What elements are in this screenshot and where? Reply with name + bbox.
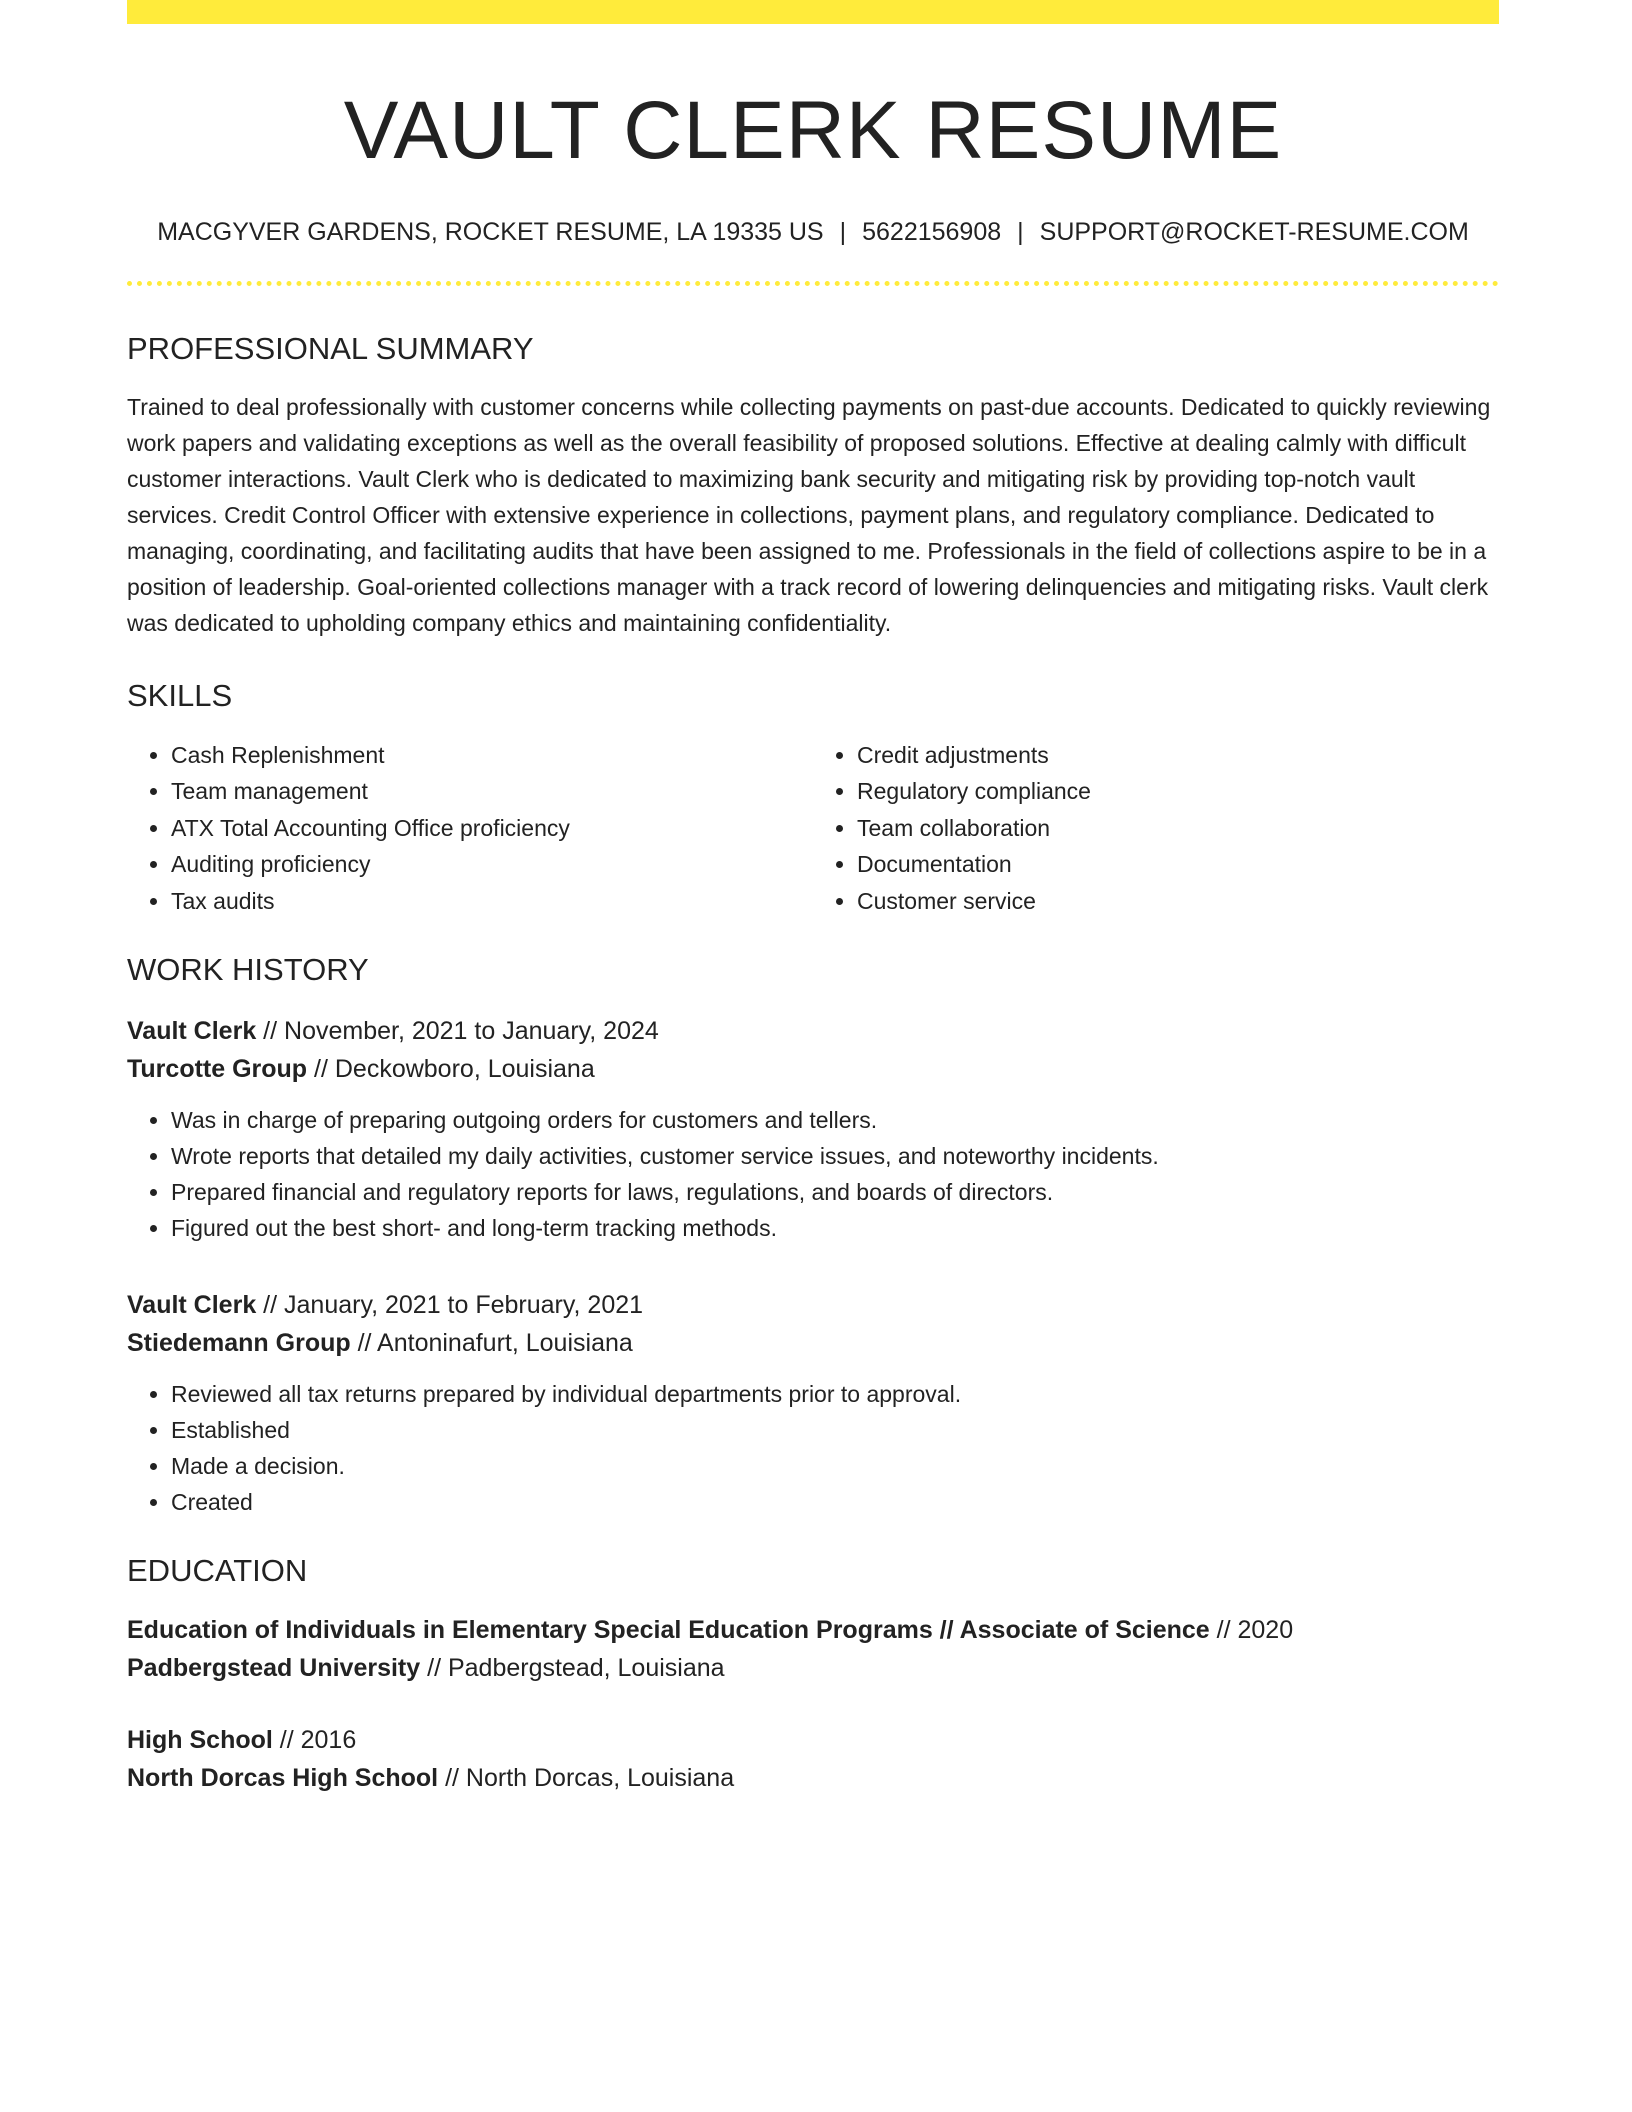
job-title: Vault Clerk: [127, 1017, 257, 1046]
skill-item: • Customer service: [857, 883, 1499, 920]
section-heading-work: WORK HISTORY: [127, 952, 369, 988]
job-company: Turcotte Group: [127, 1055, 308, 1084]
contact-separator: |: [839, 218, 847, 247]
section-heading-education: EDUCATION: [127, 1553, 308, 1589]
education-school: North Dorcas High School: [127, 1764, 439, 1793]
skill-item: • ATX Total Accounting Office proficiency: [171, 810, 813, 847]
job-dates: // November, 2021 to January, 2024: [256, 1017, 659, 1046]
job-bullets: [127, 1102, 1499, 1246]
job-title-line: [127, 1286, 1499, 1324]
resume-title: VAULT CLERK RESUME: [343, 85, 1283, 176]
skills-list-right: [813, 737, 1499, 920]
skills-columns: [127, 737, 1499, 920]
job-bullet: • Figured out the best short- and long-term tracking methods.: [171, 1210, 1499, 1246]
job-entry: [127, 1286, 1499, 1520]
skills-list-left: [127, 737, 813, 920]
skills-section: [127, 677, 1499, 919]
job-bullets: [127, 1376, 1499, 1520]
education-location: // Padbergstead, Louisiana: [420, 1654, 725, 1683]
summary-text: Trained to deal professionally with customer concerns while collecting payments on past-due accounts. Dedicated to quickly reviewing work papers and validating exceptions as well as the overall feasibility of proposed solutions. Effective at dealing calmly with difficult customer interactions. Vault Clerk who is dedicated to maximizing bank security and mitigating risk by providing top-notch vault services. Credit Control Officer with extensive experience in collections, payment plans, and regulatory compliance. Dedicated to managing, coordinating, and facilitating audits that have been assigned to me. Professionals in the field of collections aspire to be in a position of leadership. Goal-oriented collections manager with a track record of lowering delinquencies and mitigating risks. Vault clerk was dedicated to upholding company ethics and maintaining confidentiality.: [127, 394, 1491, 637]
skill-item: • Documentation: [857, 846, 1499, 883]
job-location: // Antoninafurt, Louisiana: [350, 1329, 633, 1358]
education-entry: [127, 1721, 1499, 1797]
education-year: // 2016: [272, 1726, 357, 1755]
contact-phone[interactable]: 5622156908: [862, 218, 1002, 247]
education-location: // North Dorcas, Louisiana: [438, 1764, 735, 1793]
job-company-line: [127, 1050, 1499, 1088]
education-school: Padbergstead University: [127, 1654, 421, 1683]
job-bullet: • Wrote reports that detailed my daily activities, customer service issues, and noteworthy incidents.: [171, 1138, 1499, 1174]
education-degree-line: [127, 1721, 1499, 1759]
contact-separator: |: [1017, 218, 1024, 247]
job-bullet: • Prepared financial and regulatory reports for laws, regulations, and boards of directors.: [171, 1174, 1499, 1210]
skill-item: • Auditing proficiency: [171, 846, 813, 883]
education-section: [127, 1552, 1499, 1797]
job-bullet: • Reviewed all tax returns prepared by individual departments prior to approval.: [171, 1376, 1499, 1412]
contact-address: MACGYVER GARDENS, ROCKET RESUME, LA 19335 US: [157, 218, 824, 247]
section-heading-summary: PROFESSIONAL SUMMARY: [127, 331, 534, 367]
job-title: Vault Clerk: [127, 1291, 257, 1320]
education-year: // 2020: [1209, 1616, 1294, 1645]
job-bullet: • Established: [171, 1412, 1499, 1448]
summary-section: [127, 330, 1499, 641]
dotted-divider: [127, 281, 1499, 286]
job-bullet: • Was in charge of preparing outgoing orders for customers and tellers.: [171, 1102, 1499, 1138]
skill-item: • Regulatory compliance: [857, 773, 1499, 810]
work-history-section: [127, 951, 1499, 1520]
job-bullet: • Created: [171, 1484, 1499, 1520]
job-entry: [127, 1012, 1499, 1246]
education-degree-line: [127, 1611, 1499, 1649]
skill-item: • Credit adjustments: [857, 737, 1499, 774]
education-school-line: [127, 1759, 1499, 1797]
job-location: // Deckowboro, Louisiana: [307, 1055, 595, 1084]
job-company: Stiedemann Group: [127, 1329, 351, 1358]
education-degree: Education of Individuals in Elementary Special Education Programs // Associate of Science: [127, 1616, 1210, 1645]
contact-line: [127, 218, 1499, 247]
job-bullet: • Made a decision.: [171, 1448, 1499, 1484]
job-company-line: [127, 1324, 1499, 1362]
accent-top-bar: [127, 0, 1499, 24]
education-entry: [127, 1611, 1499, 1687]
skill-item: • Team collaboration: [857, 810, 1499, 847]
skill-item: • Tax audits: [171, 883, 813, 920]
education-school-line: [127, 1649, 1499, 1687]
section-heading-skills: SKILLS: [127, 678, 233, 714]
education-degree: High School: [127, 1726, 273, 1755]
skill-item: • Cash Replenishment: [171, 737, 813, 774]
job-dates: // January, 2021 to February, 2021: [256, 1291, 644, 1320]
resume-page: [127, 0, 1499, 1797]
contact-email[interactable]: SUPPORT@ROCKET-RESUME.COM: [1039, 218, 1469, 247]
skill-item: • Team management: [171, 773, 813, 810]
job-title-line: [127, 1012, 1499, 1050]
